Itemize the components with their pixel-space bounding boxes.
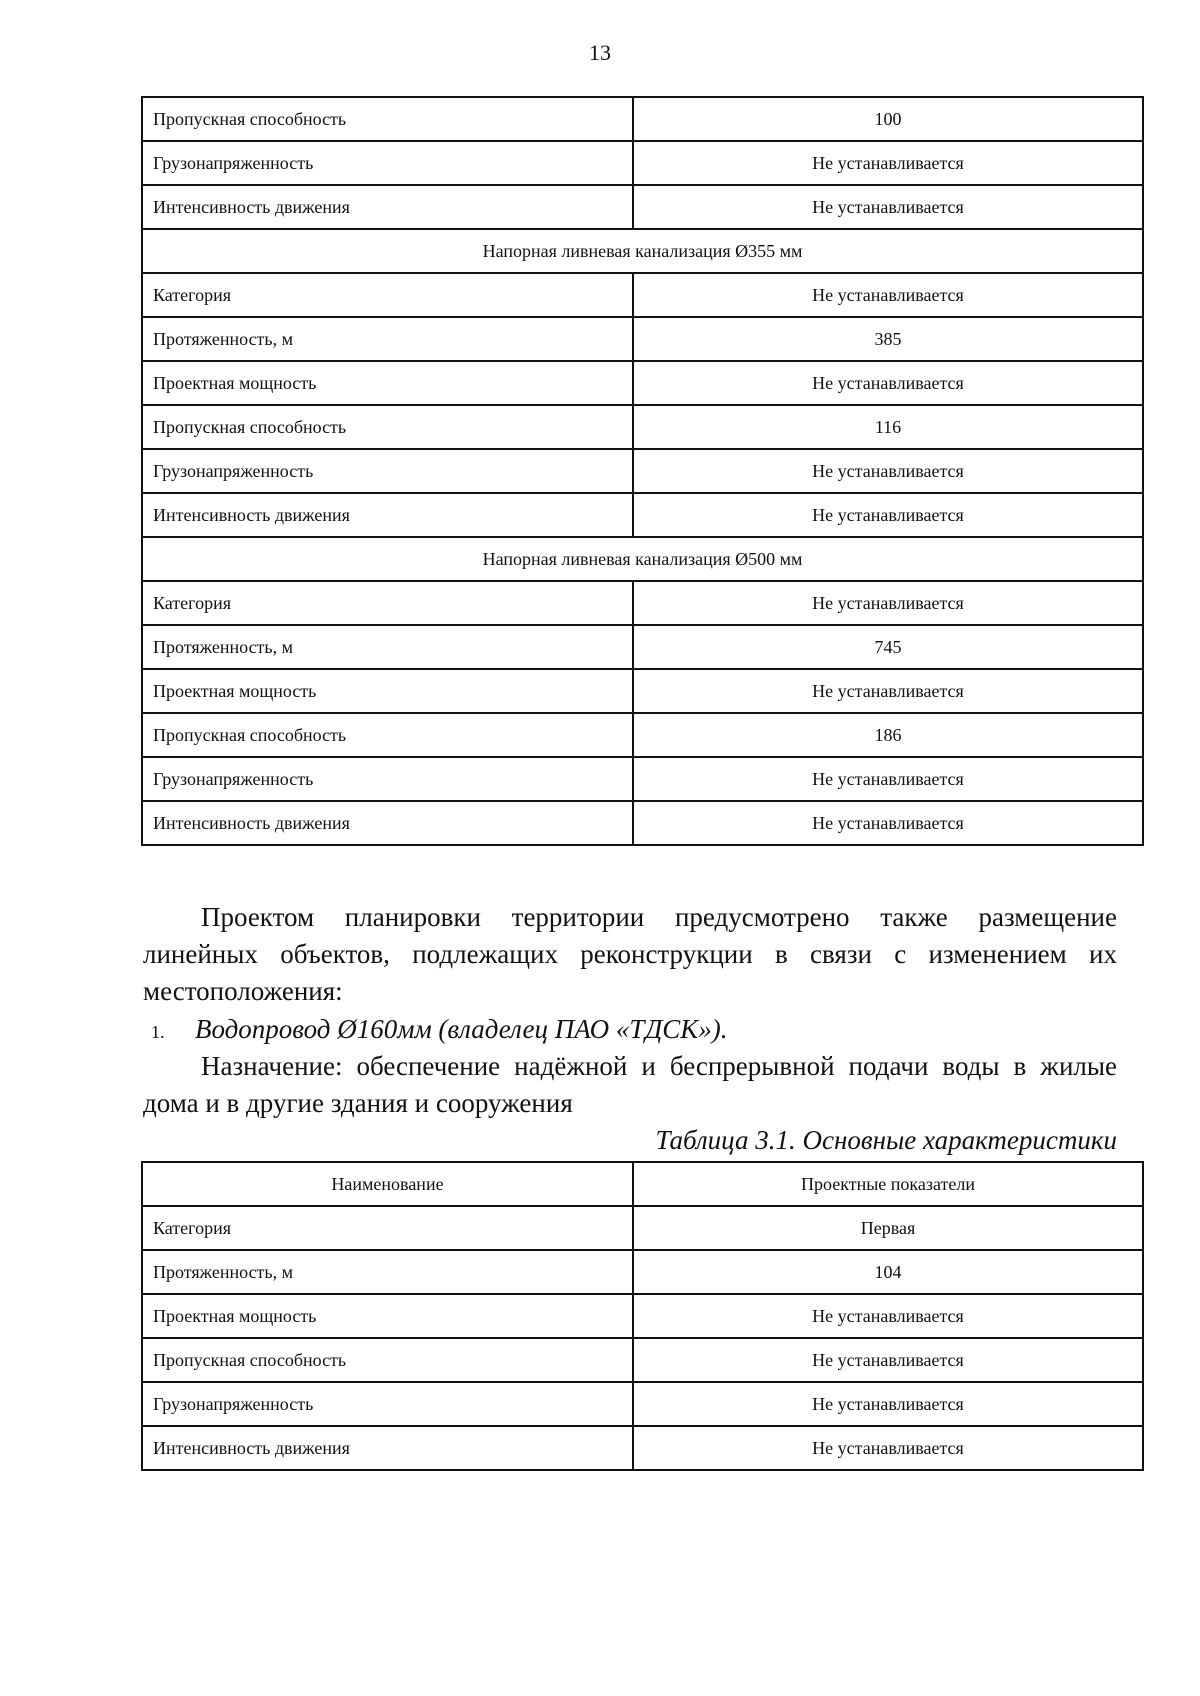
section-title-cell: Напорная ливневая канализация Ø355 мм (142, 229, 1143, 273)
parameter-name-cell: Проектная мощность (142, 1294, 633, 1338)
parameter-value-cell: Первая (633, 1206, 1143, 1250)
parameter-name-cell: Интенсивность движения (142, 1426, 633, 1470)
parameter-value-cell: Не устанавливается (633, 273, 1143, 317)
table-row (142, 713, 1143, 757)
parameter-name-cell: Проектная мощность (142, 361, 633, 405)
table-row (142, 141, 1143, 185)
table-row (142, 273, 1143, 317)
parameter-value-cell: 100 (633, 97, 1143, 141)
table-row (142, 1294, 1143, 1338)
section-header-row (142, 229, 1143, 273)
parameter-name-cell: Интенсивность движения (142, 185, 633, 229)
parameter-name-cell: Пропускная способность (142, 97, 633, 141)
parameter-name-cell: Грузонапряженность (142, 1382, 633, 1426)
parameter-name-cell: Категория (142, 1206, 633, 1250)
parameter-name-cell: Протяженность, м (142, 1250, 633, 1294)
parameter-name-cell: Интенсивность движения (142, 493, 633, 537)
parameter-name-cell: Протяженность, м (142, 317, 633, 361)
parameter-value-cell: Не устанавливается (633, 361, 1143, 405)
table-row (142, 97, 1143, 141)
parameter-value-cell: Не устанавливается (633, 141, 1143, 185)
parameter-value-cell: Не устанавливается (633, 757, 1143, 801)
section-title-cell: Напорная ливневая канализация Ø500 мм (142, 537, 1143, 581)
characteristics-table-continued (141, 96, 1144, 846)
parameter-value-cell: Не устанавливается (633, 449, 1143, 493)
parameter-name-cell: Проектная мощность (142, 669, 633, 713)
table-caption: Таблица 3.1. Основные характеристики (655, 1125, 1117, 1155)
parameter-value-cell: Не устанавливается (633, 1338, 1143, 1382)
parameter-name-cell: Пропускная способность (142, 713, 633, 757)
parameter-value-cell: 186 (633, 713, 1143, 757)
parameter-name-cell: Пропускная способность (142, 1338, 633, 1382)
parameter-name-cell: Категория (142, 581, 633, 625)
parameter-value-cell: Не устанавливается (633, 1382, 1143, 1426)
parameter-value-cell: Не устанавливается (633, 493, 1143, 537)
table-row (142, 669, 1143, 713)
table-row (142, 1382, 1143, 1426)
table-row (142, 581, 1143, 625)
parameter-value-cell: Не устанавливается (633, 801, 1143, 845)
list-item-text: Водопровод Ø160мм (владелец ПАО «ТДСК»). (195, 1014, 728, 1044)
parameter-value-cell: Не устанавливается (633, 669, 1143, 713)
parameter-value-cell: Не устанавливается (633, 581, 1143, 625)
table-row (142, 1250, 1143, 1294)
table-row (142, 757, 1143, 801)
table-row (142, 1206, 1143, 1250)
list-item-number: 1. (151, 1022, 165, 1042)
parameter-value-cell: 385 (633, 317, 1143, 361)
table-row (142, 801, 1143, 845)
parameter-value-cell: Не устанавливается (633, 1426, 1143, 1470)
section-header-row (142, 537, 1143, 581)
parameter-name-cell: Пропускная способность (142, 405, 633, 449)
parameter-name-cell: Грузонапряженность (142, 757, 633, 801)
table-row (142, 361, 1143, 405)
page-number: 13 (589, 40, 611, 65)
parameter-name-cell: Интенсивность движения (142, 801, 633, 845)
parameter-name-cell: Грузонапряженность (142, 141, 633, 185)
parameter-value-cell: 104 (633, 1250, 1143, 1294)
parameter-name-cell: Протяженность, м (142, 625, 633, 669)
table-row (142, 625, 1143, 669)
paragraph-purpose: Назначение: обеспечение надёжной и беспрерывной подачи воды в жилые дома и в другие здания и сооружения (143, 1051, 1117, 1118)
parameter-name-cell: Категория (142, 273, 633, 317)
table-row (142, 1426, 1143, 1470)
parameter-value-cell: Не устанавливается (633, 1294, 1143, 1338)
header-name-cell: Наименование (142, 1162, 633, 1206)
parameter-value-cell: 745 (633, 625, 1143, 669)
parameter-value-cell: Не устанавливается (633, 185, 1143, 229)
table-row (142, 493, 1143, 537)
paragraph-linear-objects: Проектом планировки территории предусмотрено также размещение линейных объектов, подлежащих реконструкции в связи с изменением их местоположения: (143, 902, 1117, 1006)
table-header-row (142, 1162, 1143, 1206)
table-row (142, 405, 1143, 449)
parameter-name-cell: Грузонапряженность (142, 449, 633, 493)
list-item-water-pipe (143, 1011, 1117, 1051)
header-value-cell: Проектные показатели (633, 1162, 1143, 1206)
table-row (142, 449, 1143, 493)
characteristics-table (141, 1161, 1144, 1471)
table-row (142, 317, 1143, 361)
parameter-value-cell: 116 (633, 405, 1143, 449)
table-row (142, 185, 1143, 229)
table-row (142, 1338, 1143, 1382)
